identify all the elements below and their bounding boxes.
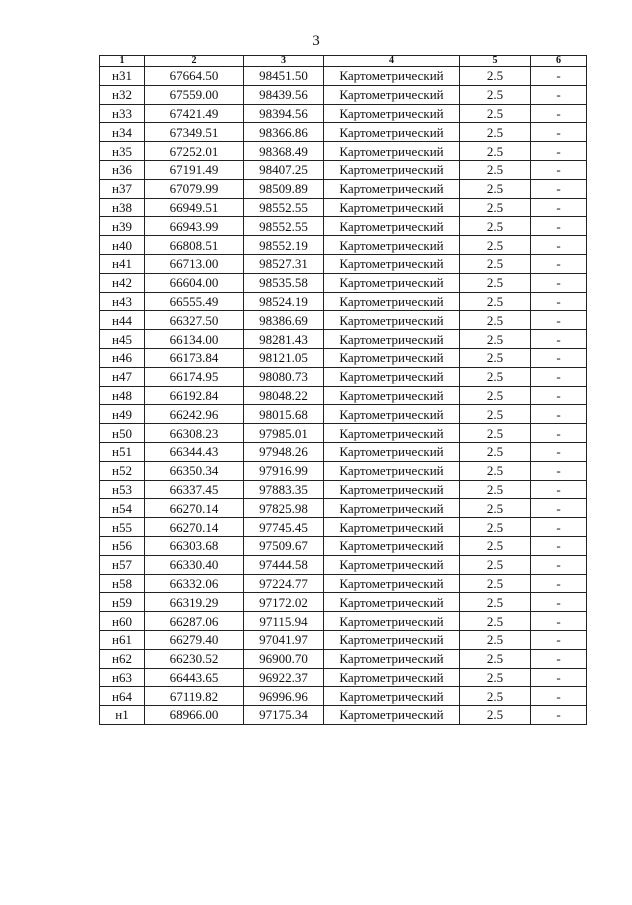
point-id-cell: н43: [100, 292, 145, 311]
table-row: [100, 348, 587, 367]
point-id-cell: н42: [100, 273, 145, 292]
point-id-cell: н1: [100, 706, 145, 725]
y-coordinate-cell: 98407.25: [244, 160, 324, 179]
note-cell: -: [531, 405, 587, 424]
accuracy-cell: 2.5: [460, 499, 531, 518]
method-cell: Картометрический: [324, 461, 460, 480]
y-coordinate-cell: 98527.31: [244, 254, 324, 273]
y-coordinate-cell: 97883.35: [244, 480, 324, 499]
accuracy-cell: 2.5: [460, 424, 531, 443]
table-row: [100, 424, 587, 443]
x-coordinate-cell: 66443.65: [145, 668, 244, 687]
note-cell: -: [531, 330, 587, 349]
y-coordinate-cell: 97825.98: [244, 499, 324, 518]
x-coordinate-cell: 66192.84: [145, 386, 244, 405]
note-cell: -: [531, 518, 587, 537]
note-cell: -: [531, 367, 587, 386]
method-cell: Картометрический: [324, 424, 460, 443]
accuracy-cell: 2.5: [460, 292, 531, 311]
x-coordinate-cell: 66287.06: [145, 612, 244, 631]
note-cell: -: [531, 386, 587, 405]
point-id-cell: н63: [100, 668, 145, 687]
accuracy-cell: 2.5: [460, 386, 531, 405]
x-coordinate-cell: 66279.40: [145, 630, 244, 649]
x-coordinate-cell: 66270.14: [145, 499, 244, 518]
table-row: [100, 706, 587, 725]
point-id-cell: н31: [100, 67, 145, 86]
point-id-cell: н38: [100, 198, 145, 217]
accuracy-cell: 2.5: [460, 461, 531, 480]
accuracy-cell: 2.5: [460, 630, 531, 649]
accuracy-cell: 2.5: [460, 480, 531, 499]
column-header-2: 2: [145, 56, 244, 67]
y-coordinate-cell: 96996.96: [244, 687, 324, 706]
table-row: [100, 480, 587, 499]
x-coordinate-cell: 67349.51: [145, 123, 244, 142]
y-coordinate-cell: 97948.26: [244, 442, 324, 461]
method-cell: Картометрический: [324, 442, 460, 461]
table-row: [100, 367, 587, 386]
method-cell: Картометрический: [324, 593, 460, 612]
method-cell: Картометрический: [324, 668, 460, 687]
note-cell: -: [531, 706, 587, 725]
x-coordinate-cell: 66230.52: [145, 649, 244, 668]
note-cell: -: [531, 236, 587, 255]
accuracy-cell: 2.5: [460, 574, 531, 593]
note-cell: -: [531, 160, 587, 179]
y-coordinate-cell: 97509.67: [244, 536, 324, 555]
note-cell: -: [531, 555, 587, 574]
point-id-cell: н54: [100, 499, 145, 518]
table-row: [100, 217, 587, 236]
y-coordinate-cell: 98451.50: [244, 67, 324, 86]
note-cell: -: [531, 85, 587, 104]
y-coordinate-cell: 98048.22: [244, 386, 324, 405]
table-row: [100, 198, 587, 217]
point-id-cell: н57: [100, 555, 145, 574]
table-row: [100, 555, 587, 574]
x-coordinate-cell: 66949.51: [145, 198, 244, 217]
y-coordinate-cell: 97745.45: [244, 518, 324, 537]
y-coordinate-cell: 98535.58: [244, 273, 324, 292]
method-cell: Картометрический: [324, 254, 460, 273]
x-coordinate-cell: 66808.51: [145, 236, 244, 255]
y-coordinate-cell: 98080.73: [244, 367, 324, 386]
point-id-cell: н60: [100, 612, 145, 631]
x-coordinate-cell: 66943.99: [145, 217, 244, 236]
column-header-6: 6: [531, 56, 587, 67]
point-id-cell: н33: [100, 104, 145, 123]
table-row: [100, 612, 587, 631]
accuracy-cell: 2.5: [460, 123, 531, 142]
table-row: [100, 254, 587, 273]
y-coordinate-cell: 98015.68: [244, 405, 324, 424]
method-cell: Картометрический: [324, 348, 460, 367]
note-cell: -: [531, 612, 587, 631]
x-coordinate-cell: 66713.00: [145, 254, 244, 273]
table-row: [100, 292, 587, 311]
table-row: [100, 123, 587, 142]
y-coordinate-cell: 98281.43: [244, 330, 324, 349]
x-coordinate-cell: 68966.00: [145, 706, 244, 725]
x-coordinate-cell: 67191.49: [145, 160, 244, 179]
column-header-1: 1: [100, 56, 145, 67]
table-header-row: [100, 56, 587, 67]
x-coordinate-cell: 66350.34: [145, 461, 244, 480]
accuracy-cell: 2.5: [460, 142, 531, 161]
table-row: [100, 405, 587, 424]
note-cell: -: [531, 649, 587, 668]
page-number: 3: [312, 33, 320, 49]
point-id-cell: н34: [100, 123, 145, 142]
table-row: [100, 160, 587, 179]
note-cell: -: [531, 480, 587, 499]
note-cell: -: [531, 254, 587, 273]
method-cell: Картометрический: [324, 649, 460, 668]
method-cell: Картометрический: [324, 142, 460, 161]
accuracy-cell: 2.5: [460, 254, 531, 273]
column-header-5: 5: [460, 56, 531, 67]
accuracy-cell: 2.5: [460, 273, 531, 292]
x-coordinate-cell: 66332.06: [145, 574, 244, 593]
note-cell: -: [531, 668, 587, 687]
point-id-cell: н35: [100, 142, 145, 161]
point-id-cell: н59: [100, 593, 145, 612]
method-cell: Картометрический: [324, 555, 460, 574]
x-coordinate-cell: 67421.49: [145, 104, 244, 123]
point-id-cell: н45: [100, 330, 145, 349]
y-coordinate-cell: 97041.97: [244, 630, 324, 649]
method-cell: Картометрический: [324, 292, 460, 311]
y-coordinate-cell: 97115.94: [244, 612, 324, 631]
note-cell: -: [531, 499, 587, 518]
y-coordinate-cell: 97175.34: [244, 706, 324, 725]
note-cell: -: [531, 198, 587, 217]
column-header-4: 4: [324, 56, 460, 67]
point-id-cell: н62: [100, 649, 145, 668]
y-coordinate-cell: 98524.19: [244, 292, 324, 311]
y-coordinate-cell: 98552.19: [244, 236, 324, 255]
y-coordinate-cell: 97985.01: [244, 424, 324, 443]
accuracy-cell: 2.5: [460, 518, 531, 537]
point-id-cell: н55: [100, 518, 145, 537]
x-coordinate-cell: 67252.01: [145, 142, 244, 161]
note-cell: -: [531, 593, 587, 612]
accuracy-cell: 2.5: [460, 649, 531, 668]
point-id-cell: н41: [100, 254, 145, 273]
x-coordinate-cell: 66242.96: [145, 405, 244, 424]
y-coordinate-cell: 98509.89: [244, 179, 324, 198]
y-coordinate-cell: 96900.70: [244, 649, 324, 668]
table-row: [100, 442, 587, 461]
x-coordinate-cell: 67664.50: [145, 67, 244, 86]
point-id-cell: н39: [100, 217, 145, 236]
point-id-cell: н37: [100, 179, 145, 198]
note-cell: -: [531, 442, 587, 461]
accuracy-cell: 2.5: [460, 405, 531, 424]
accuracy-cell: 2.5: [460, 612, 531, 631]
x-coordinate-cell: 66555.49: [145, 292, 244, 311]
y-coordinate-cell: 98552.55: [244, 217, 324, 236]
point-id-cell: н40: [100, 236, 145, 255]
table-row: [100, 518, 587, 537]
x-coordinate-cell: 66173.84: [145, 348, 244, 367]
x-coordinate-cell: 66604.00: [145, 273, 244, 292]
method-cell: Картометрический: [324, 480, 460, 499]
method-cell: Картометрический: [324, 123, 460, 142]
table-row: [100, 649, 587, 668]
method-cell: Картометрический: [324, 630, 460, 649]
accuracy-cell: 2.5: [460, 536, 531, 555]
x-coordinate-cell: 66327.50: [145, 311, 244, 330]
note-cell: -: [531, 179, 587, 198]
method-cell: Картометрический: [324, 236, 460, 255]
table-row: [100, 311, 587, 330]
x-coordinate-cell: 66330.40: [145, 555, 244, 574]
method-cell: Картометрический: [324, 367, 460, 386]
y-coordinate-cell: 98366.86: [244, 123, 324, 142]
accuracy-cell: 2.5: [460, 555, 531, 574]
y-coordinate-cell: 97224.77: [244, 574, 324, 593]
accuracy-cell: 2.5: [460, 85, 531, 104]
accuracy-cell: 2.5: [460, 330, 531, 349]
table-body: [100, 67, 587, 725]
coordinates-table: [99, 55, 587, 725]
table-row: [100, 499, 587, 518]
accuracy-cell: 2.5: [460, 236, 531, 255]
x-coordinate-cell: 66303.68: [145, 536, 244, 555]
accuracy-cell: 2.5: [460, 442, 531, 461]
x-coordinate-cell: 66337.45: [145, 480, 244, 499]
method-cell: Картометрический: [324, 179, 460, 198]
x-coordinate-cell: 67079.99: [145, 179, 244, 198]
point-id-cell: н49: [100, 405, 145, 424]
method-cell: Картометрический: [324, 574, 460, 593]
table-row: [100, 142, 587, 161]
method-cell: Картометрический: [324, 706, 460, 725]
accuracy-cell: 2.5: [460, 104, 531, 123]
accuracy-cell: 2.5: [460, 593, 531, 612]
table-row: [100, 593, 587, 612]
point-id-cell: н61: [100, 630, 145, 649]
point-id-cell: н58: [100, 574, 145, 593]
table-row: [100, 236, 587, 255]
note-cell: -: [531, 574, 587, 593]
note-cell: -: [531, 273, 587, 292]
accuracy-cell: 2.5: [460, 706, 531, 725]
method-cell: Картометрический: [324, 160, 460, 179]
x-coordinate-cell: 66308.23: [145, 424, 244, 443]
note-cell: -: [531, 311, 587, 330]
point-id-cell: н48: [100, 386, 145, 405]
accuracy-cell: 2.5: [460, 160, 531, 179]
y-coordinate-cell: 96922.37: [244, 668, 324, 687]
accuracy-cell: 2.5: [460, 179, 531, 198]
note-cell: -: [531, 687, 587, 706]
method-cell: Картометрический: [324, 386, 460, 405]
y-coordinate-cell: 98552.55: [244, 198, 324, 217]
x-coordinate-cell: 66270.14: [145, 518, 244, 537]
table-row: [100, 630, 587, 649]
y-coordinate-cell: 97172.02: [244, 593, 324, 612]
point-id-cell: н53: [100, 480, 145, 499]
table-row: [100, 536, 587, 555]
table-row: [100, 687, 587, 706]
method-cell: Картометрический: [324, 612, 460, 631]
point-id-cell: н51: [100, 442, 145, 461]
accuracy-cell: 2.5: [460, 198, 531, 217]
point-id-cell: н56: [100, 536, 145, 555]
accuracy-cell: 2.5: [460, 217, 531, 236]
method-cell: Картометрический: [324, 104, 460, 123]
table-row: [100, 85, 587, 104]
point-id-cell: н52: [100, 461, 145, 480]
point-id-cell: н50: [100, 424, 145, 443]
table-row: [100, 461, 587, 480]
y-coordinate-cell: 97444.58: [244, 555, 324, 574]
note-cell: -: [531, 424, 587, 443]
note-cell: -: [531, 142, 587, 161]
point-id-cell: н47: [100, 367, 145, 386]
x-coordinate-cell: 66174.95: [145, 367, 244, 386]
note-cell: -: [531, 217, 587, 236]
x-coordinate-cell: 66134.00: [145, 330, 244, 349]
y-coordinate-cell: 98121.05: [244, 348, 324, 367]
y-coordinate-cell: 98394.56: [244, 104, 324, 123]
note-cell: -: [531, 104, 587, 123]
x-coordinate-cell: 67559.00: [145, 85, 244, 104]
y-coordinate-cell: 98386.69: [244, 311, 324, 330]
method-cell: Картометрический: [324, 536, 460, 555]
note-cell: -: [531, 536, 587, 555]
method-cell: Картометрический: [324, 518, 460, 537]
column-header-3: 3: [244, 56, 324, 67]
method-cell: Картометрический: [324, 67, 460, 86]
y-coordinate-cell: 98439.56: [244, 85, 324, 104]
accuracy-cell: 2.5: [460, 67, 531, 86]
table-row: [100, 273, 587, 292]
table-row: [100, 179, 587, 198]
method-cell: Картометрический: [324, 330, 460, 349]
point-id-cell: н32: [100, 85, 145, 104]
note-cell: -: [531, 630, 587, 649]
accuracy-cell: 2.5: [460, 668, 531, 687]
table-row: [100, 104, 587, 123]
accuracy-cell: 2.5: [460, 687, 531, 706]
note-cell: -: [531, 123, 587, 142]
point-id-cell: н44: [100, 311, 145, 330]
method-cell: Картометрический: [324, 499, 460, 518]
note-cell: -: [531, 348, 587, 367]
method-cell: Картометрический: [324, 85, 460, 104]
table-row: [100, 574, 587, 593]
note-cell: -: [531, 292, 587, 311]
note-cell: -: [531, 67, 587, 86]
point-id-cell: н64: [100, 687, 145, 706]
method-cell: Картометрический: [324, 687, 460, 706]
x-coordinate-cell: 66319.29: [145, 593, 244, 612]
method-cell: Картометрический: [324, 311, 460, 330]
x-coordinate-cell: 66344.43: [145, 442, 244, 461]
accuracy-cell: 2.5: [460, 367, 531, 386]
accuracy-cell: 2.5: [460, 348, 531, 367]
method-cell: Картометрический: [324, 198, 460, 217]
method-cell: Картометрический: [324, 217, 460, 236]
point-id-cell: н46: [100, 348, 145, 367]
note-cell: -: [531, 461, 587, 480]
table-row: [100, 330, 587, 349]
y-coordinate-cell: 98368.49: [244, 142, 324, 161]
point-id-cell: н36: [100, 160, 145, 179]
x-coordinate-cell: 67119.82: [145, 687, 244, 706]
accuracy-cell: 2.5: [460, 311, 531, 330]
y-coordinate-cell: 97916.99: [244, 461, 324, 480]
table-row: [100, 67, 587, 86]
table-row: [100, 386, 587, 405]
table-row: [100, 668, 587, 687]
method-cell: Картометрический: [324, 405, 460, 424]
method-cell: Картометрический: [324, 273, 460, 292]
